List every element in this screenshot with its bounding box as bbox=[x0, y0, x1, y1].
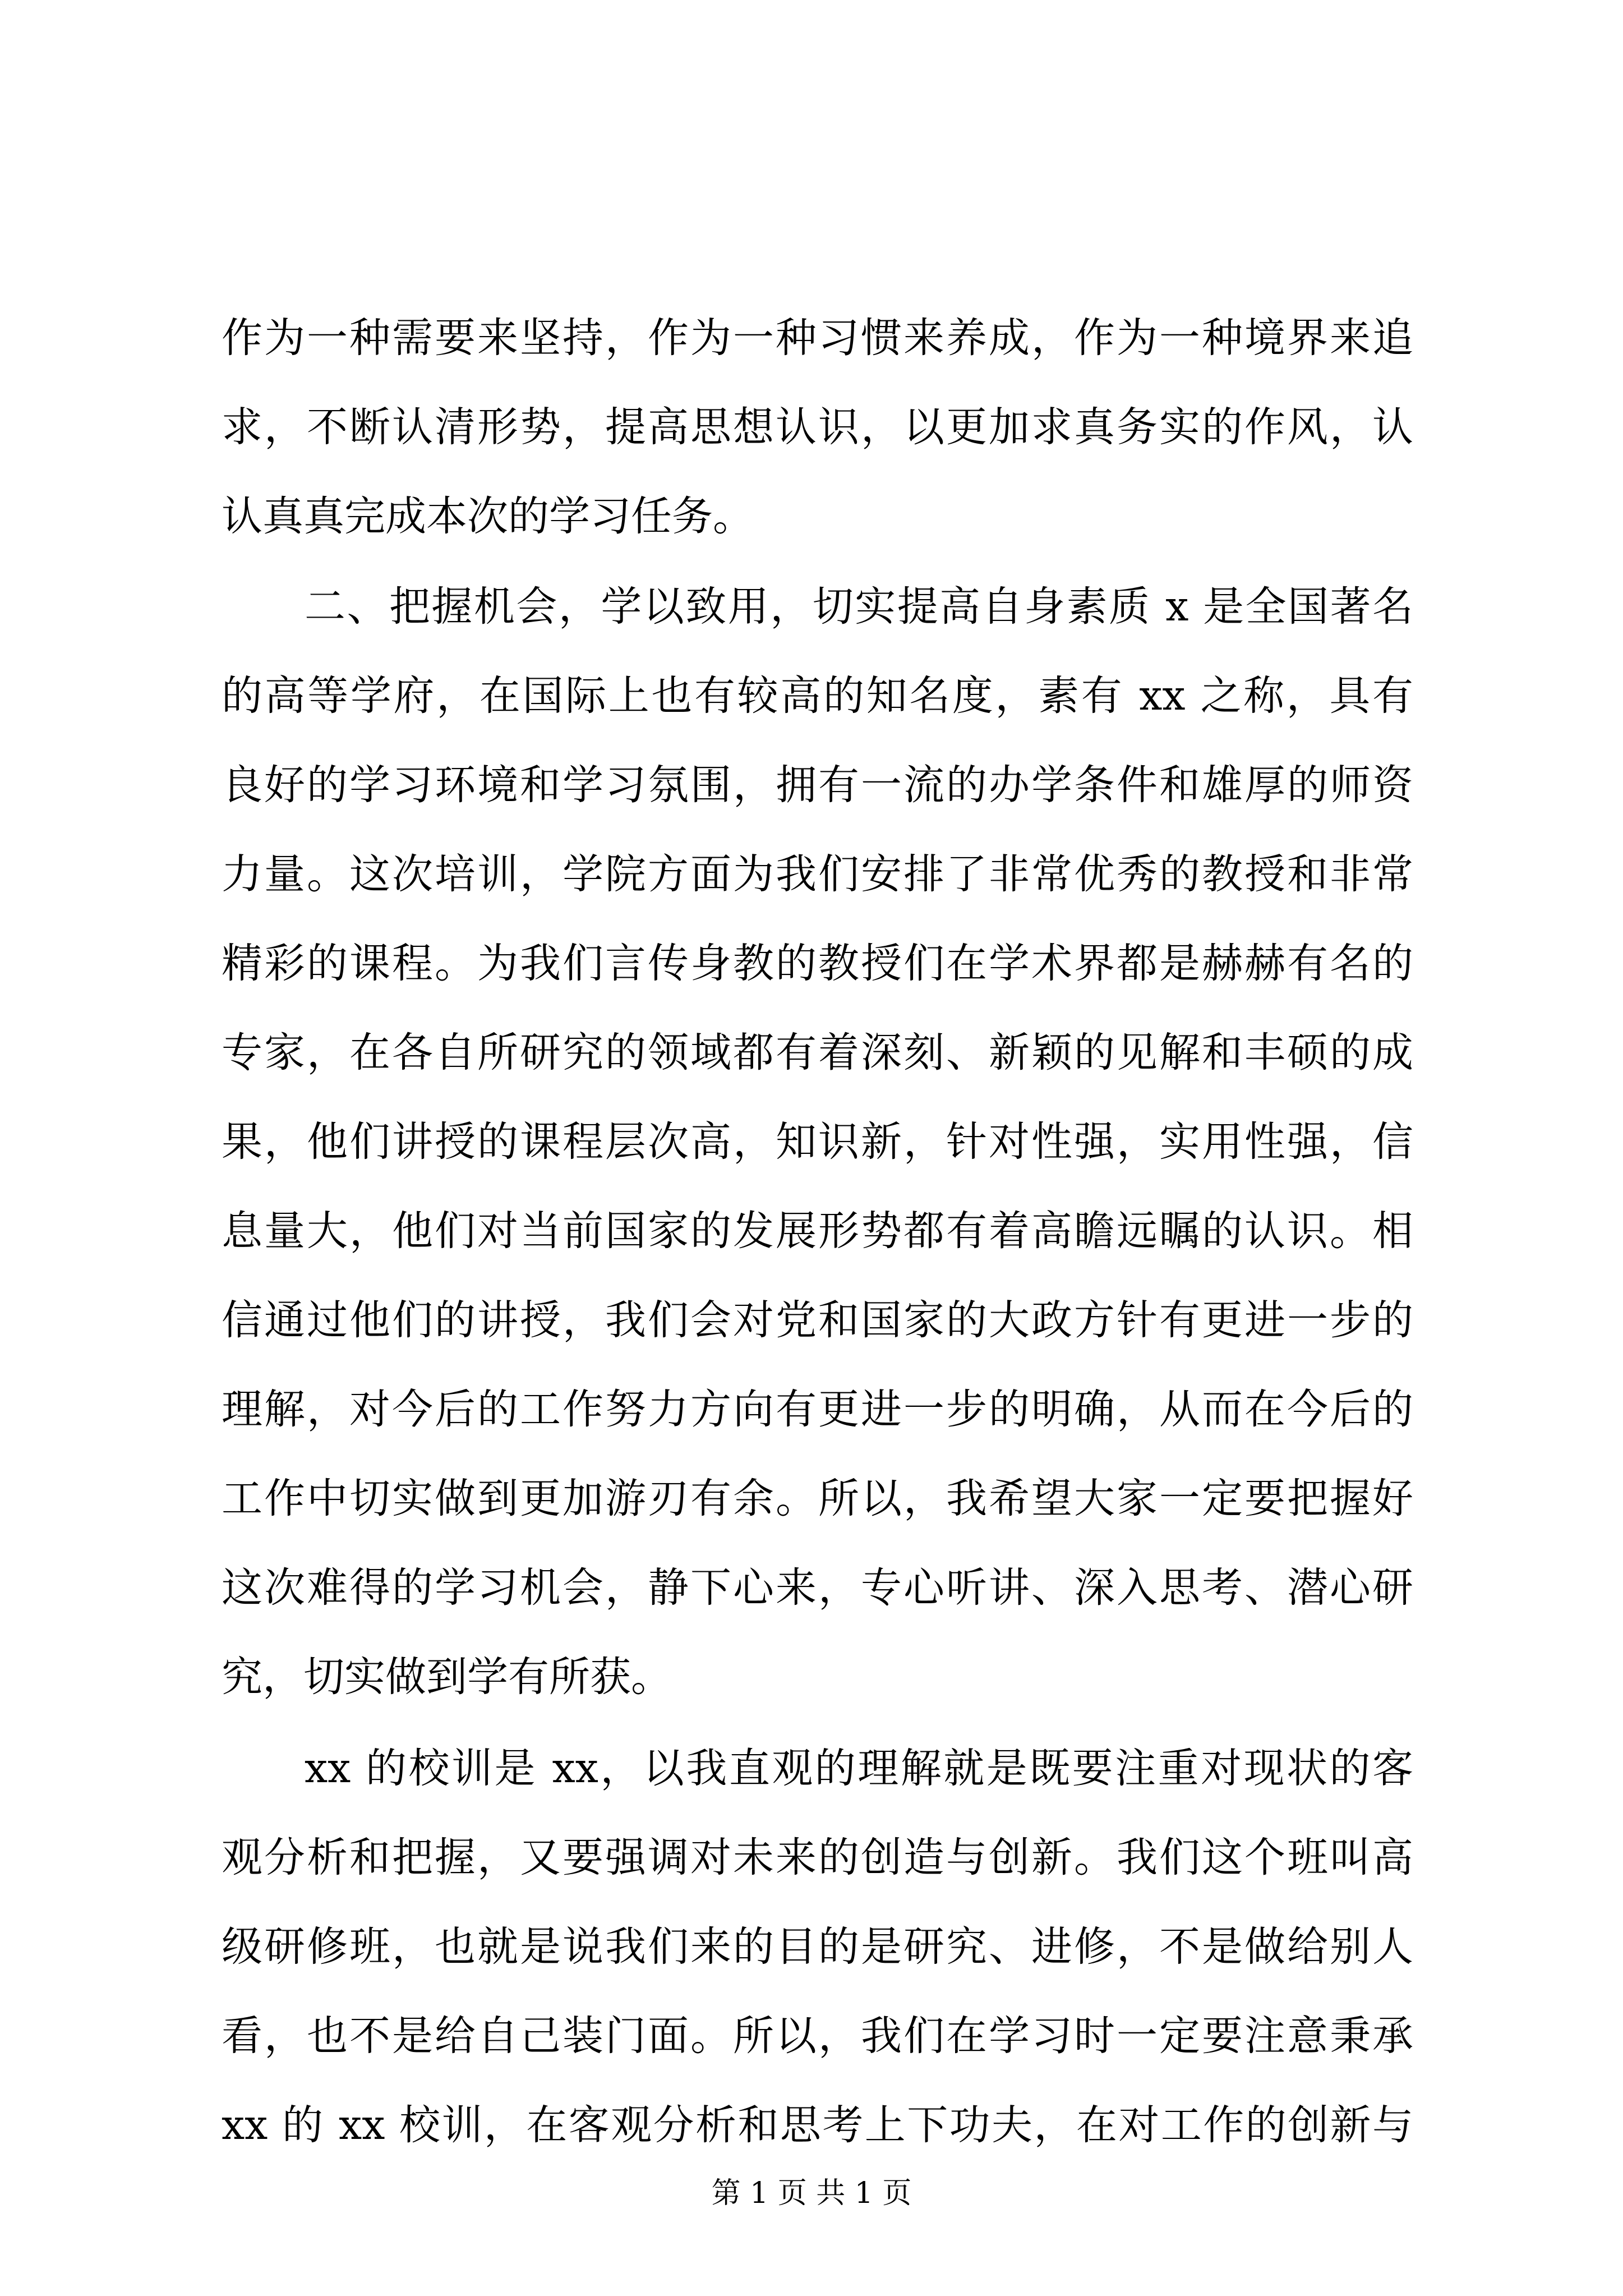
text-line: 认真真完成本次的学习任务。 bbox=[222, 493, 754, 540]
text-line: xx 的 xx 校训，在客观分析和思考上下功夫，在对工作的创新与 bbox=[222, 2101, 1413, 2149]
text-line: 究，切实做到学有所获。 bbox=[222, 1653, 672, 1701]
text-line: 息量大，他们对当前国家的发展形势都有着高瞻远瞩的认识。相 bbox=[222, 1207, 1413, 1255]
text-line: 工作中切实做到更加游刃有余。所以，我希望大家一定要把握好 bbox=[222, 1475, 1413, 1522]
text-line: 求，不断认清形势，提高思想认识，以更加求真务实的作风，认 bbox=[222, 403, 1413, 451]
text-line: 观分析和把握，又要强调对未来的创造与创新。我们这个班叫高 bbox=[222, 1834, 1413, 1881]
text-line: 良好的学习环境和学习氛围，拥有一流的办学条件和雄厚的师资 bbox=[222, 761, 1413, 809]
text-line: 果，他们讲授的课程层次高，知识新，针对性强，实用性强，信 bbox=[222, 1118, 1413, 1166]
text-line: 理解，对今后的工作努力方向有更进一步的明确，从而在今后的 bbox=[222, 1386, 1413, 1433]
text-line: 信通过他们的讲授，我们会对党和国家的大政方针有更进一步的 bbox=[222, 1296, 1413, 1344]
text-line: 力量。这次培训，学院方面为我们安排了非常优秀的教授和非常 bbox=[222, 850, 1413, 898]
text-line: 看，也不是给自己装门面。所以，我们在学习时一定要注意秉承 bbox=[222, 2012, 1413, 2060]
page-number-footer: 第 1 页 共 1 页 bbox=[711, 2177, 912, 2210]
text-line: 作为一种需要来坚持，作为一种习惯来养成，作为一种境界来追 bbox=[222, 314, 1413, 362]
text-line: 专家，在各自所研究的领域都有着深刻、新颖的见解和丰硕的成 bbox=[222, 1029, 1413, 1076]
paragraph-first-line: 二、把握机会，学以致用，切实提高自身素质 x 是全国著名 bbox=[305, 583, 1413, 631]
paragraph-first-line: xx 的校训是 xx，以我直观的理解就是既要注重对现状的客 bbox=[305, 1745, 1413, 1792]
text-line: 级研修班，也就是说我们来的目的是研究、进修，不是做给别人 bbox=[222, 1923, 1413, 1971]
text-line: 这次难得的学习机会，静下心来，专心听讲、深入思考、潜心研 bbox=[222, 1564, 1413, 1612]
text-line: 精彩的课程。为我们言传身教的教授们在学术界都是赫赫有名的 bbox=[222, 940, 1413, 987]
text-line: 的高等学府，在国际上也有较高的知名度，素有 xx 之称，具有 bbox=[222, 672, 1413, 720]
